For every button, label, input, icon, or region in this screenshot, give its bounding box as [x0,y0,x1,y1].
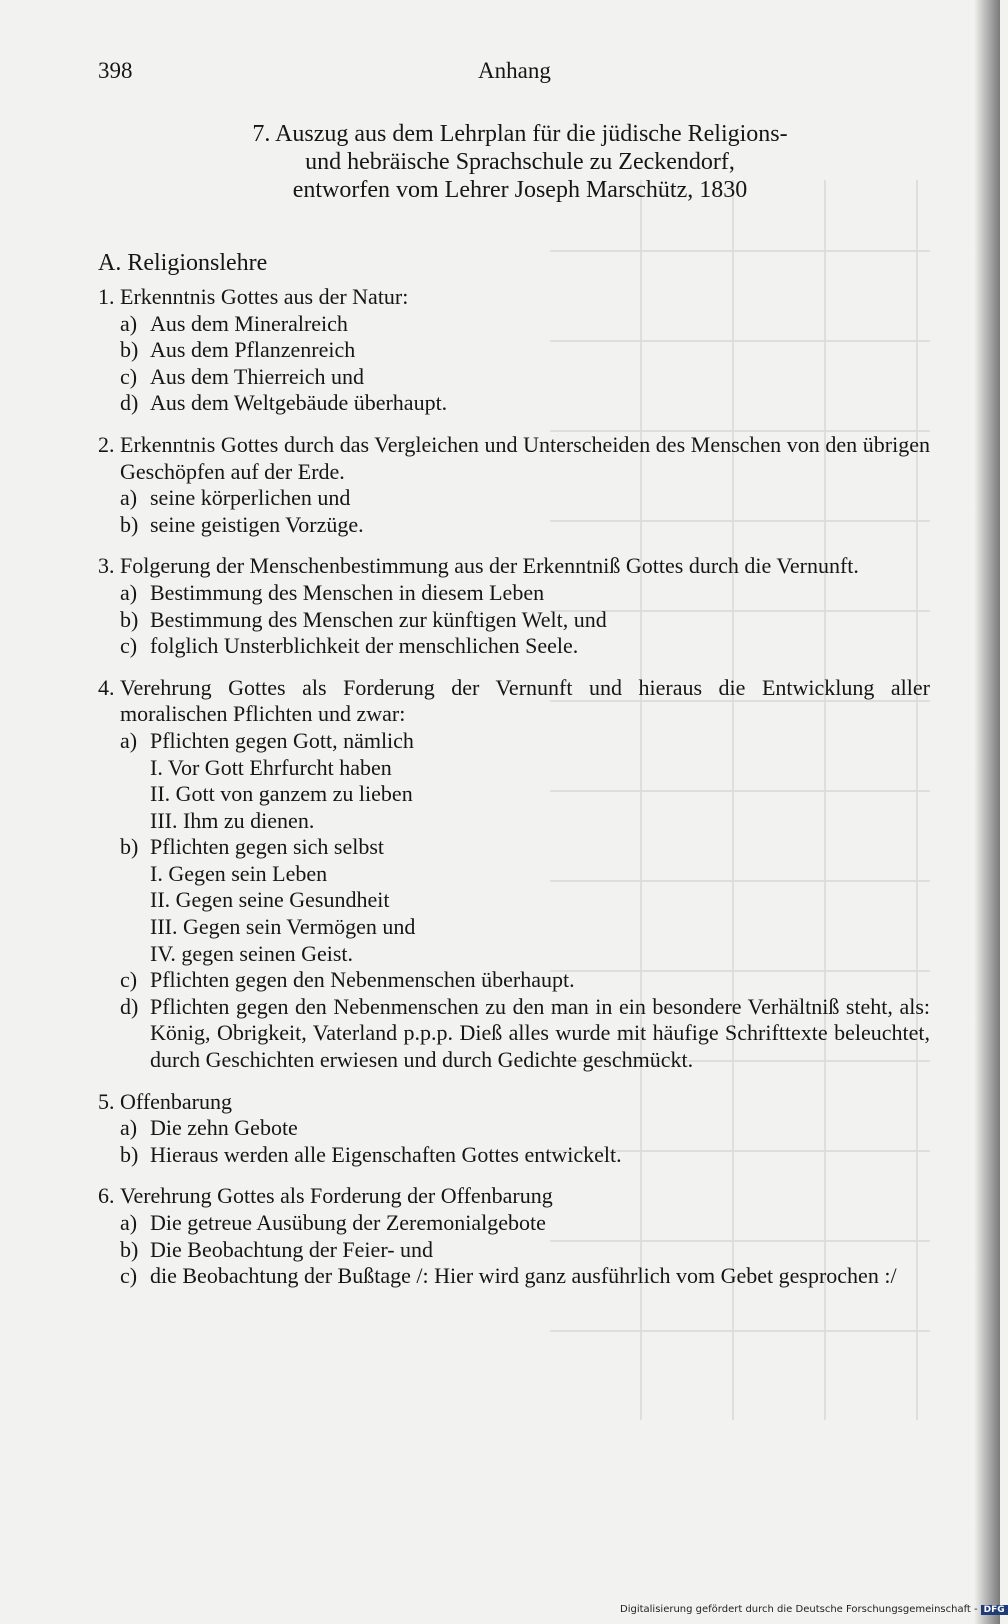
sub-item-text: seine körperlichen und [150,485,351,511]
roman-sub-item: I. Vor Gott Ehrfurcht haben [150,754,392,780]
roman-sub-item: II. Gegen seine Gesundheit [150,887,390,913]
item-text: Offenbarung [120,1088,232,1114]
sub-item-letter: c) [120,363,138,389]
sub-item-letter: a) [120,1115,138,1141]
sub-item [98,485,930,512]
sub-item [98,1142,930,1169]
item-text: Folgerung der Menschenbestimmung aus der Erkenntniß Gottes durch die Vernunft. [120,553,859,579]
footer-credit [620,1604,1008,1615]
sub-item-letter: c) [120,633,138,659]
item-heading [98,553,930,580]
roman-sub-item: IV. gegen seinen Geist. [150,940,354,966]
list-item [98,284,930,417]
sub-item-letter: a) [120,1210,138,1235]
sub-item-text: die Beobachtung der Bußtage /: Hier wird ganz ausführlich vom Gebet gesprochen :/ [150,1263,897,1289]
item-text: Erkenntnis Gottes durch das Vergleichen und Unterscheiden des Menschen von den übrigen Geschöpfen auf der Erde. [120,431,930,484]
roman-sub-item: II. Gott von ganzem zu lieben [150,781,413,807]
roman-sub-item: I. Gegen sein Leben [150,860,328,886]
sub-item-text: folglich Unsterblichkeit der menschlichen Seele. [150,633,579,659]
sub-item-text: Aus dem Mineralreich [150,310,348,336]
sub-item [98,633,930,660]
sub-item-letter: c) [120,1263,138,1289]
item-heading [98,675,930,728]
footer-text: Digitalisierung gefördert durch die Deutsche Forschungsgemeinschaft - [620,1604,978,1615]
sub-item [98,337,930,364]
main-content [98,248,930,1305]
sub-item [98,1263,930,1290]
sub-item-text: Die Beobachtung der Feier- und [150,1236,434,1262]
sub-item-text: Hieraus werden alle Eigenschaften Gottes entwickelt. [150,1141,622,1167]
title-line: und hebräische Sprachschule zu Zeckendorf, [305,149,735,175]
sub-item-letter: b) [120,337,139,363]
sub-item [98,994,930,1074]
item-number: 4. [98,674,115,700]
sub-item-text: Aus dem Weltgebäude überhaupt. [150,390,448,416]
item-text: Verehrung Gottes als Forderung der Offenbarung [120,1183,553,1209]
sub-item [98,834,930,861]
sub-item-text: Pflichten gegen Gott, nämlich [150,727,414,753]
item-number: 1. [98,284,115,309]
sub-item [98,364,930,391]
sub-item [98,967,930,994]
page-number: 398 [98,58,133,83]
sub-item [98,512,930,539]
item-heading [98,1183,930,1210]
item-text: Verehrung Gottes als Forderung der Vernunft und hieraus die Entwicklung aller moralischen Pflichten und zwar: [120,674,930,727]
curriculum-list [98,284,930,1290]
item-heading [98,432,930,485]
sub-item-text: Bestimmung des Menschen zur künftigen Welt, und [150,606,607,632]
sub-item-letter: b) [120,1141,139,1167]
title-line: 7. Auszug aus dem Lehrplan für die jüdische Religions- [252,121,788,147]
title-line: entworfen vom Lehrer Joseph Marschütz, 1830 [292,177,748,203]
sub-item [98,580,930,607]
list-item [98,553,930,659]
sub-item-letter: c) [120,967,138,993]
sub-item-text: Die getreue Ausübung der Zeremonialgebote [150,1210,546,1235]
sub-item-text: Die zehn Gebote [150,1115,298,1141]
sub-item-letter: b) [120,606,139,632]
item-number: 6. [98,1183,115,1209]
sub-item-letter: b) [120,511,139,537]
sub-item-letter: d) [120,390,139,416]
item-number: 3. [98,553,115,579]
sub-item-text: Pflichten gegen den Nebenmenschen zu den man in ein besondere Verhältniß steht, als: König, Obrigkeit, Vaterland p.p.p. Dieß alles wurde mit häufige Schrifttexte beleuchtet, durch Geschichten erwiesen und durch Gedichte geschmückt. [150,993,930,1073]
dfg-logo: DFG [981,1605,1008,1615]
document-title [120,120,920,204]
running-title: Anhang [478,58,551,83]
page-edge-shadow [974,0,1000,1624]
sub-item-letter: a) [120,310,138,336]
sub-item-text: seine geistigen Vorzüge. [150,511,364,537]
sub-item-text: Bestimmung des Menschen in diesem Leben [150,579,545,605]
sub-item-text: Aus dem Thierreich und [150,363,365,389]
item-number: 5. [98,1088,115,1114]
item-text: Erkenntnis Gottes aus der Natur: [120,284,409,309]
sub-item [98,1237,930,1264]
running-head [0,58,1000,90]
sub-item-letter: d) [120,993,139,1019]
sub-item-letter: a) [120,727,138,753]
sub-item-letter: b) [120,834,139,860]
list-item [98,1183,930,1289]
sub-item-letter: a) [120,579,138,605]
list-item [98,432,930,538]
sub-item-letter: a) [120,485,138,511]
item-heading [98,1089,930,1116]
sub-item [98,607,930,634]
sub-item [98,728,930,755]
item-heading [98,284,930,311]
roman-sub-item: III. Gegen sein Vermögen und [150,914,416,940]
list-item [98,1089,930,1169]
sub-item [98,390,930,417]
sub-item-letter: b) [120,1236,139,1262]
section-heading: A. Religionslehre [98,250,268,276]
sub-item-text: Pflichten gegen den Nebenmenschen überhaupt. [150,967,575,993]
sub-item [98,311,930,338]
list-item [98,675,930,1074]
roman-sub-item: III. Ihm zu dienen. [150,807,315,833]
sub-item [98,1210,930,1237]
sub-item [98,1115,930,1142]
sub-item-text: Pflichten gegen sich selbst [150,834,385,860]
item-number: 2. [98,431,115,457]
sub-item-text: Aus dem Pflanzenreich [150,337,356,363]
